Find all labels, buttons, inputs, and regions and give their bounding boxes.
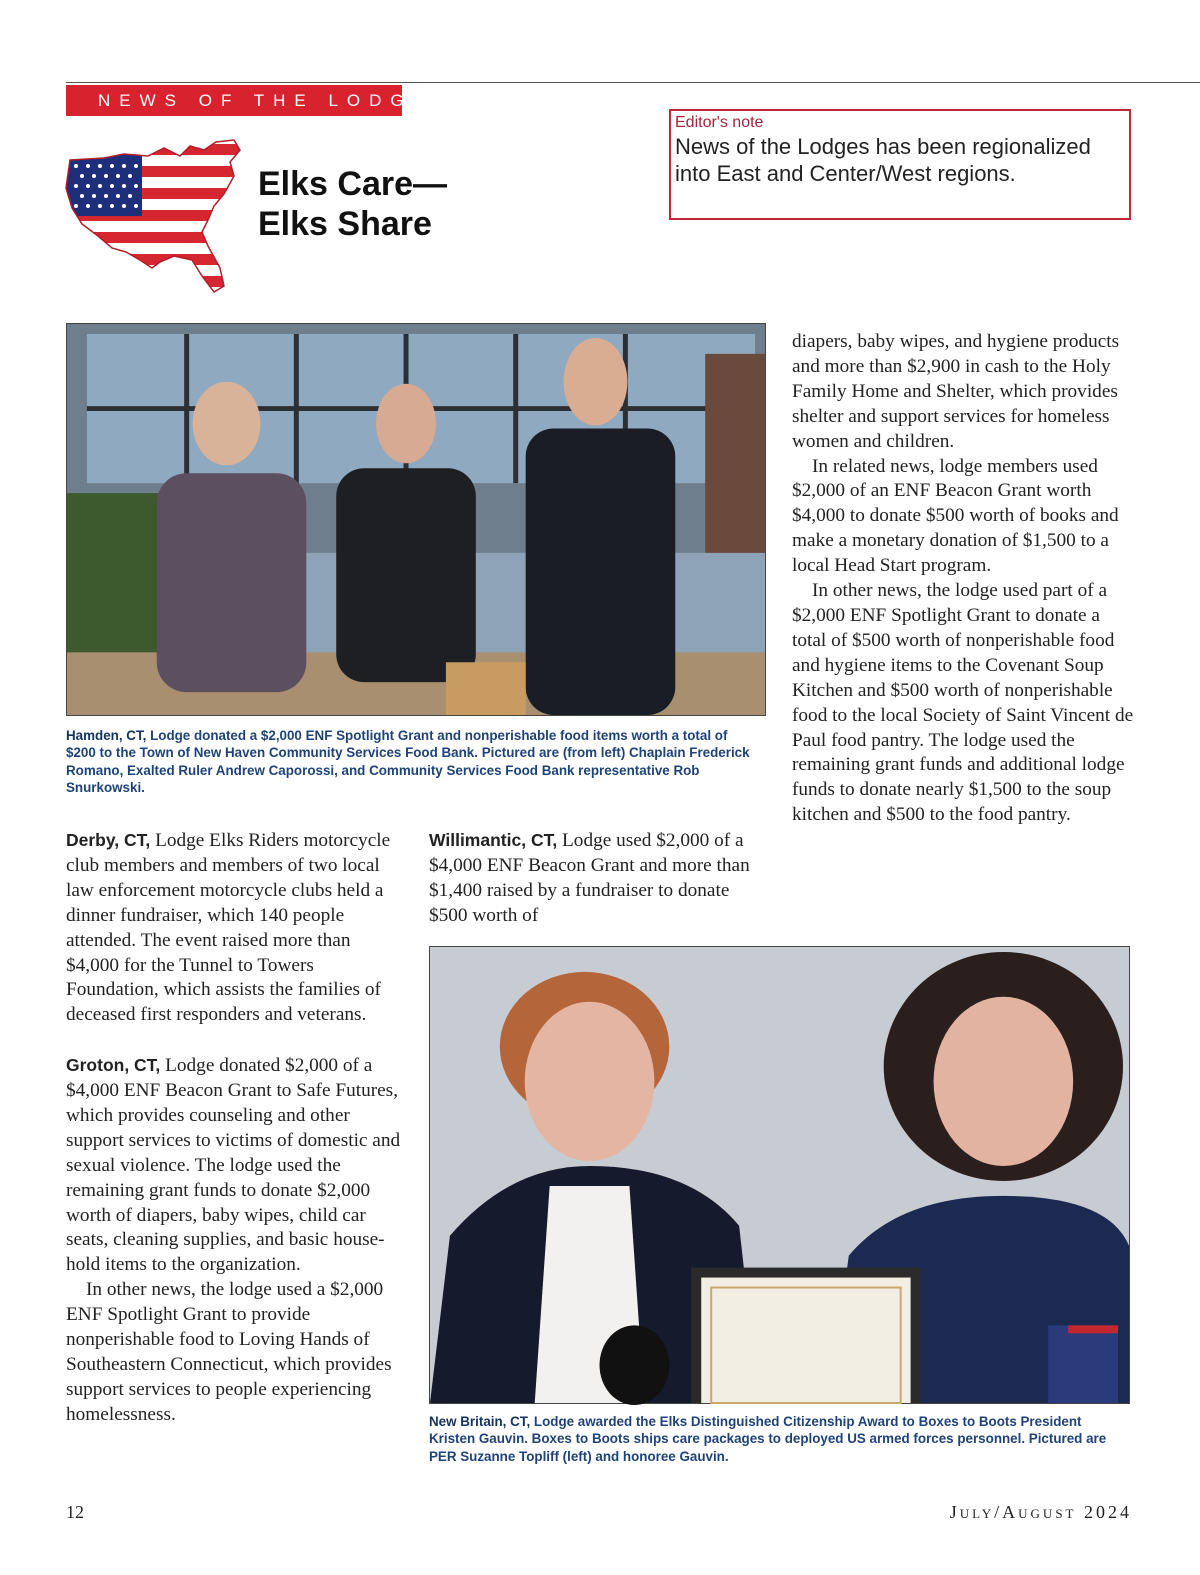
article-related-news: In related news, lodge members used $2,000 of an ENF Beacon Grant worth $4,000 to donate $500 worth of books and make a monetary donation of $1,500 to a local Head Start program. bbox=[792, 455, 1119, 577]
paragraph-gap bbox=[66, 1028, 406, 1053]
caption-place-hamden: Hamden, CT, bbox=[66, 728, 147, 743]
issue-date: July/August 2024 bbox=[949, 1502, 1132, 1522]
article-groton-continued: In other news, the lodge used a $2,000 ENF Spotlight Grant to provide nonperishable food to Loving Hands of Southeastern Connecticut, which provides support services to people experiencing homelessness. bbox=[66, 1279, 392, 1425]
photo-new-britain bbox=[429, 946, 1130, 1404]
article-groton-text: Lodge donated $2,000 of a $4,000 ENF Beacon Grant to Safe Futures, which provides counseling and other support services to victims of domestic and sexual violence. The lodge used the remaining grant funds to donate $2,000 worth of diapers, baby wipes, child car seats, cleaning supplies, and basic household items to the organization. bbox=[66, 1055, 401, 1276]
article-derby-text: Lodge Elks Riders motorcycle club members and members of two local law enforcement motorcycle clubs held a dinner fundraiser, which 140 people attended. The event raised more than $4,000 for the Tunnel to Towers Foundation, which assists the families of deceased first responders and veterans. bbox=[66, 830, 391, 1026]
headline-line-1: Elks Care— bbox=[258, 165, 447, 203]
top-rule bbox=[66, 82, 1200, 83]
article-willimantic-continued: diapers, baby wipes, and hygiene products and more than $2,900 in cash to the Holy Family Home and Shelter, which provides shelter and support services for homeless women and children. bbox=[792, 331, 1120, 452]
editors-note-box bbox=[669, 109, 1131, 220]
caption-text-hamden: Lodge donated a $2,000 ENF Spotlight Grant and nonperishable food items worth a total of $200 to the Town of New Haven Community Services Food Bank. Pictured are (from left) Chaplain Frederick Romano, Exalted Ruler Andrew Caporossi, and Community Services Food Bank representative Rob Snurkowski. bbox=[66, 728, 750, 796]
photo-hamden-caption bbox=[66, 727, 760, 797]
article-derby-place: Derby, CT, bbox=[66, 830, 151, 850]
editors-note-label: Editor's note bbox=[675, 114, 764, 131]
photo-hamden-image bbox=[67, 324, 765, 715]
article-derby bbox=[66, 828, 406, 1028]
article-willimantic bbox=[429, 828, 751, 929]
article-column-left bbox=[66, 828, 406, 1428]
section-banner: NEWS OF THE LODGES bbox=[66, 85, 402, 116]
page-headline bbox=[258, 164, 447, 244]
article-column-right bbox=[792, 330, 1134, 828]
us-flag-map-icon bbox=[64, 136, 244, 294]
caption-place-new-britain: New Britain, CT, bbox=[429, 1414, 531, 1429]
caption-text-new-britain: Lodge awarded the Elks Distinguished Citizenship Award to Boxes to Boots President Kristen Gauvin. Boxes to Boots ships care packages to deployed US armed forces personnel. Pictured are PER Suzanne Topliff (left) and honoree Gauvin. bbox=[429, 1414, 1107, 1464]
article-groton bbox=[66, 1053, 406, 1278]
photo-new-britain-image bbox=[430, 947, 1129, 1403]
article-willimantic-text: Lodge used $2,000 of a $4,000 ENF Beacon Grant and more than $1,400 raised by a fundraiser to donate $500 worth of bbox=[429, 830, 750, 926]
editors-note-text: News of the Lodges has been regionalized into East and Center/West regions. bbox=[675, 134, 1091, 186]
article-other-news: In other news, the lodge used part of a $2,000 ENF Spotlight Grant to donate a total of $500 worth of nonperishable food and hygiene items to the Covenant Soup Kitchen and $500 worth of nonperishable food to the local Society of Saint Vincent de Paul food pantry. The lodge used the remaining grant funds and additional lodge funds to donate nearly $1,500 to the soup kitchen and $500 to the food pantry. bbox=[792, 580, 1134, 826]
photo-hamden bbox=[66, 323, 766, 716]
photo-new-britain-caption bbox=[429, 1413, 1129, 1465]
article-groton-place: Groton, CT, bbox=[66, 1055, 161, 1076]
article-willimantic-place: Willimantic, CT, bbox=[429, 830, 558, 850]
article-column-middle bbox=[429, 828, 751, 929]
headline-line-2: Elks Share bbox=[258, 205, 432, 243]
page-number: 12 bbox=[66, 1502, 84, 1522]
